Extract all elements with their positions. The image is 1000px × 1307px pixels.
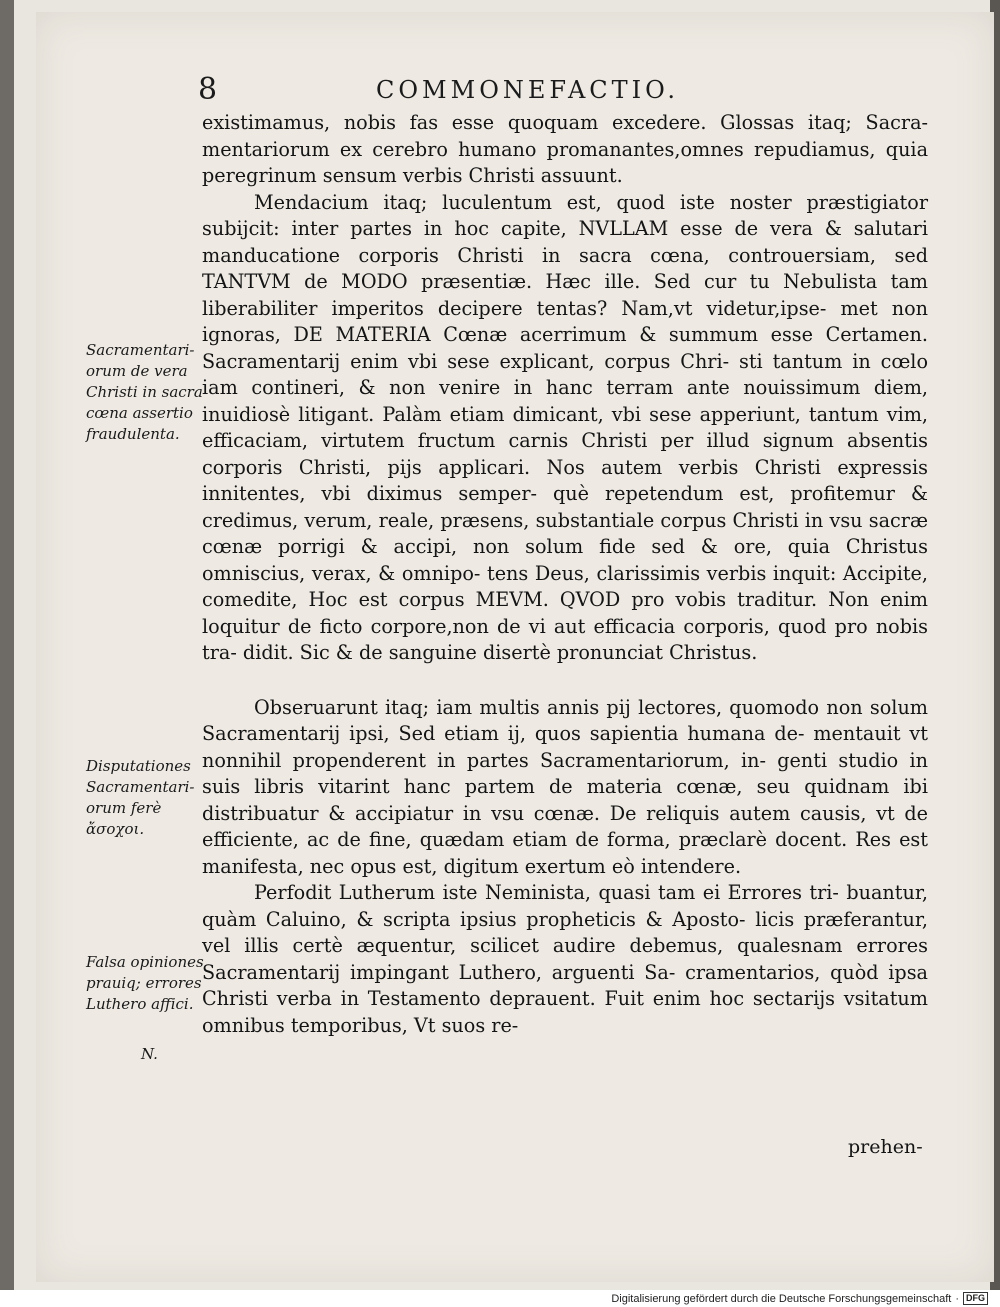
- page-number: 8: [198, 72, 218, 107]
- marginal-line: Christi in sacra: [86, 383, 203, 401]
- marginal-note-2: [86, 756, 221, 840]
- text-line: Fuit enim hoc sectarijs vsitatum omnibus temporibus, Vt suos re-: [202, 987, 928, 1037]
- text-line: qualesnam errores Sacramentarij impingant Luthero, arguenti Sa-: [202, 934, 928, 984]
- paragraph-4: [202, 880, 928, 1039]
- text-line: præclarè docent. Res est manifesta, nec opus est, digitum exertum: [202, 828, 928, 878]
- text-line: Nos autem verbis Christi expressis innitentes, vbi diximus semper-: [202, 455, 928, 505]
- text-line: quidnam ibi distribuatur & accipiatur in vsu cœnæ. De reliquis: [202, 775, 928, 825]
- book-page: [36, 12, 994, 1282]
- marginal-note-4: [141, 1044, 181, 1065]
- marginal-note-1: [86, 340, 221, 445]
- text-line: cramentarios, quòd ipsa Christi verba in Testamento deprauent.: [202, 960, 928, 1010]
- marginal-line: Sacramentari-: [86, 341, 195, 359]
- marginal-line: Luthero affici.: [86, 995, 194, 1013]
- text-line: Mendacium itaq; luculentum est, quod iste noster præstigiator: [254, 190, 928, 214]
- text-line: buantur, quàm Caluino, & scripta ipsius propheticis & Aposto-: [202, 881, 928, 931]
- text-line: eò intendere.: [611, 854, 742, 878]
- marginal-line: ἄσοχοι.: [86, 820, 145, 838]
- marginal-line: Falsa opiniones: [86, 953, 204, 971]
- marginal-line: cœna assertio: [86, 404, 193, 422]
- text-line: met non ignoras, DE MATERIA Cœnæ acerrimum & summum: [202, 296, 928, 346]
- text-line: què repetendum est, profitemur & credimus, verum, reale, præsens,: [202, 482, 928, 532]
- text-line: Obseruarunt itaq; iam multis annis pij lectores, quomodo non: [254, 695, 863, 719]
- text-line: corpus MEVM. QVOD pro vobis traditur. Non enim loquitur: [202, 588, 929, 638]
- text-line: TANTVM de MODO præsentiæ. Hæc ille. Sed cur tu Nebulista: [202, 270, 878, 293]
- text-line: mentariorum ex cerebro humano promanantes,omnes repudiamus,: [202, 137, 876, 161]
- text-line: subijcit: inter partes in hoc capite, NVLLAM esse de vera & salutari: [202, 217, 928, 240]
- text-line: solum Sacramentarij ipsi, Sed etiam ij, quos sapientia humana de-: [202, 695, 928, 745]
- text-line: autem causis, vt de efficiente, ac de fine, quædam etiam de forma,: [202, 801, 928, 851]
- marginal-line: orum ferè: [86, 799, 162, 817]
- marginal-note-3: [86, 952, 221, 1015]
- text-line: existimamus, nobis fas esse quoquam excedere. Glossas itaq; Sacra-: [202, 111, 928, 134]
- marginal-line: Sacramentari-: [86, 778, 195, 796]
- text-line: quia peregrinum sensum verbis Christi assuunt.: [202, 137, 929, 187]
- text-line: manducatione corporis Christi in sacra cœna, controuersiam, sed: [202, 243, 928, 267]
- marginal-line: Disputationes: [86, 757, 191, 775]
- text-line: genti studio in suis libris vitarint hanc partem de materia cœnæ, seu: [202, 748, 928, 798]
- marginal-line: fraudulenta.: [86, 425, 180, 443]
- text-line: de ficto corpore,non de vi aut efficacia corporis, quod pro nobis tra-: [202, 614, 928, 664]
- text-line: Perfodit Lutherum iste Neminista, quasi tam ei Errores tri-: [254, 881, 839, 904]
- paragraph-3: [202, 695, 928, 881]
- marginal-line: N.: [141, 1045, 158, 1063]
- text-line: tens Deus, clarissimis verbis inquit: Accipite, comedite, Hoc est: [202, 561, 928, 611]
- footer-credit: Digitalisierung gefördert durch die Deutsche Forschungsgemeinschaft · DFG: [611, 1292, 988, 1305]
- text-line: sti tantum in cœlo iam contineri, & non venire in hanc terram ante: [202, 349, 928, 399]
- text-line: didit. Sic & de sanguine disertè pronunciat Christus.: [242, 641, 758, 664]
- running-title: COMMONEFACTIO.: [376, 76, 680, 104]
- text-line: substantiale corpus Christi in vsu sacræ cœnæ porrigi & accipi, non: [202, 508, 928, 558]
- dfg-logo-icon: DFG: [963, 1292, 988, 1305]
- text-line: solum fide sed & ore, quia Christus omniscius, verax, & omnipo-: [202, 535, 928, 585]
- text-line: licis præferantur, vel illis certè æquentur, scilicet audire debemus,: [202, 907, 928, 957]
- marginal-line: prauiq; errores: [86, 974, 202, 992]
- catchword: prehen-: [848, 1136, 923, 1158]
- text-line: nouissimum diem, inuidiosè litigant. Palàm etiam dimicant, vbi: [202, 376, 928, 426]
- paragraph-1: [202, 110, 928, 190]
- text-line: esse Certamen. Sacramentarij enim vbi sese explicant, corpus Chri-: [202, 323, 928, 373]
- footer-text: Digitalisierung gefördert durch die Deutsche Forschungsgemeinschaft: [611, 1292, 952, 1305]
- running-head: [36, 72, 994, 112]
- text-line: mentauit vt nonnihil propenderent in partes Sacramentariorum, in-: [202, 722, 928, 772]
- paragraph-2: [202, 190, 928, 667]
- text-line: tam liberabiliter imperitos decipere tentas? Nam,vt videtur,ipse-: [202, 270, 928, 320]
- marginal-line: orum de vera: [86, 362, 188, 380]
- text-line: sese apperiunt, tantum vim, efficaciam, virtutem fructum carnis: [202, 402, 929, 452]
- body-text: [202, 110, 928, 1039]
- text-line: Christi per illud signum absentis corporis Christi, pijs applicari.: [202, 429, 928, 479]
